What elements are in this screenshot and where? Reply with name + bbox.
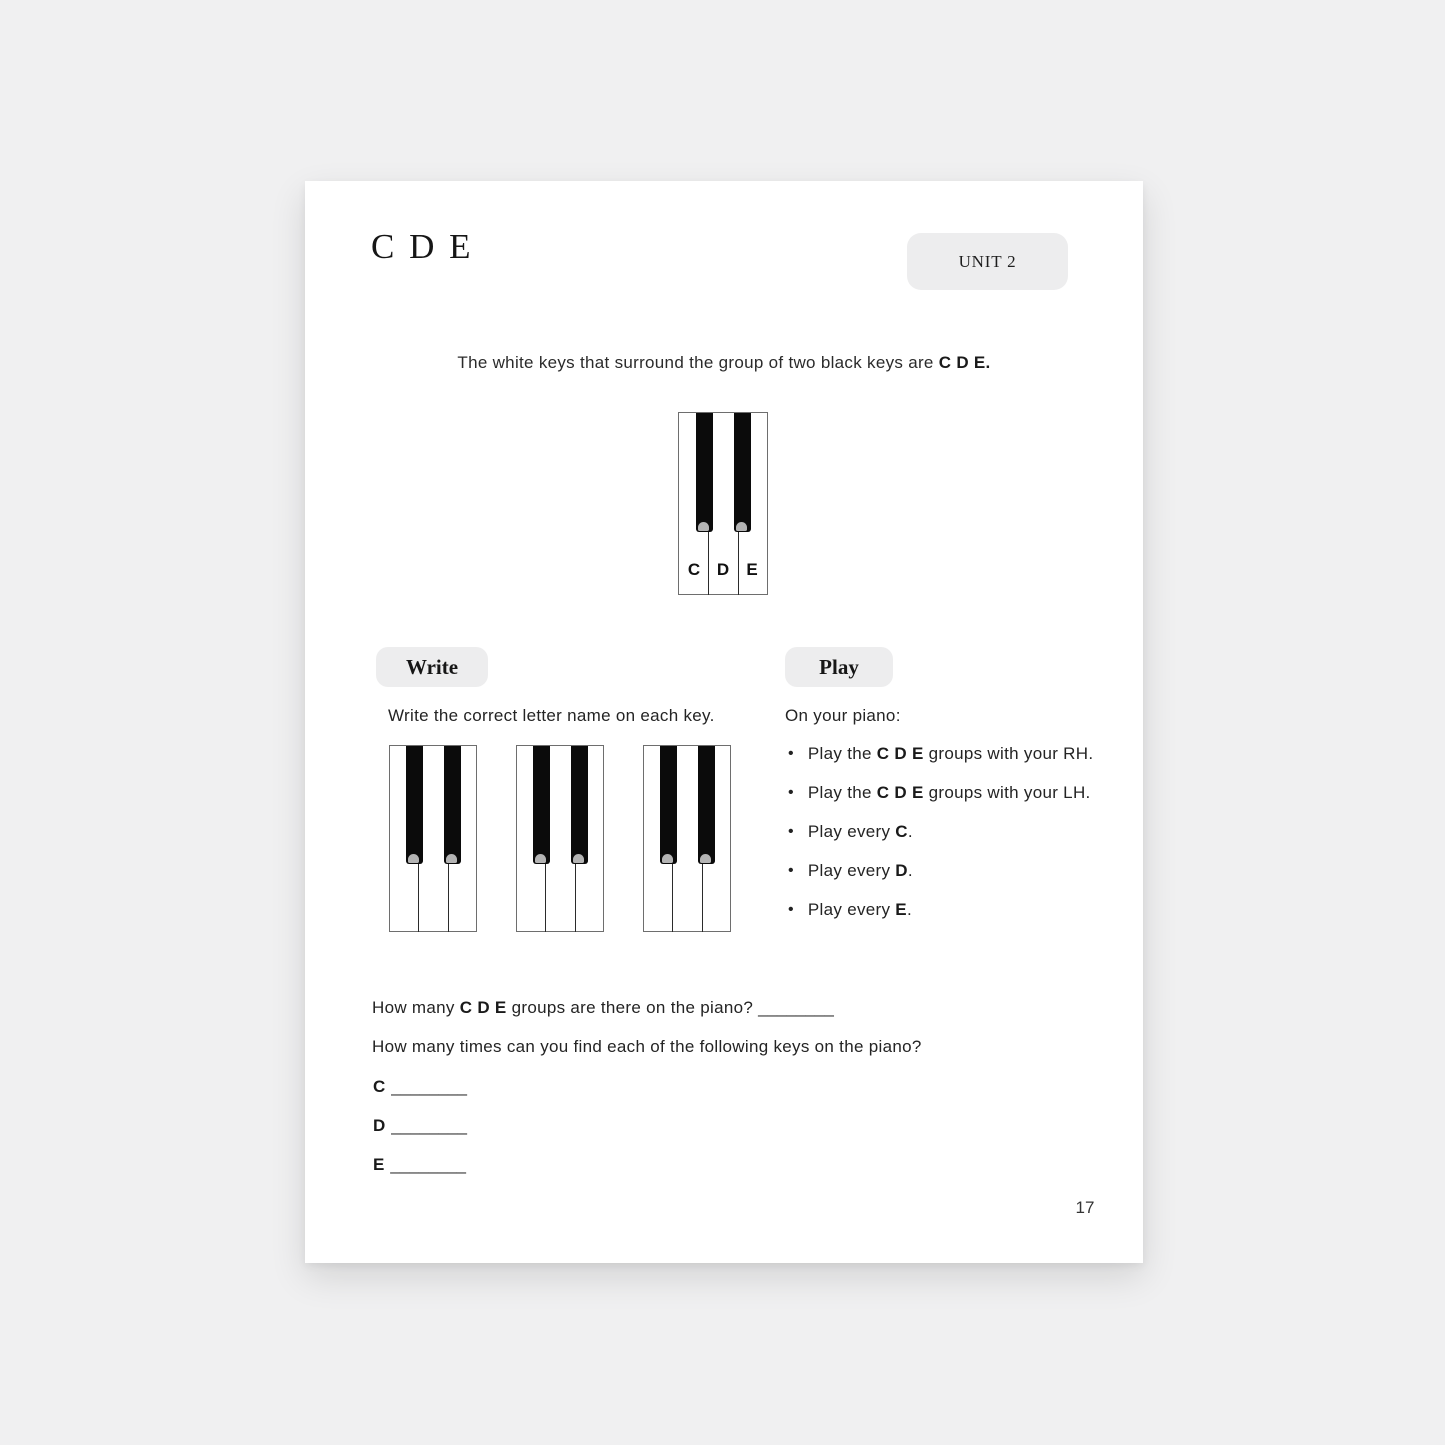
white-key-divider — [702, 864, 703, 932]
page-number: 17 — [1075, 1198, 1095, 1217]
answer-list — [373, 1076, 467, 1176]
key-label-c: C — [687, 560, 701, 579]
black-key-icon — [660, 746, 677, 864]
play-bullet — [788, 743, 1093, 765]
bullet-text: groups with your LH. — [923, 783, 1091, 802]
intro-text — [305, 352, 1143, 374]
bullet-bold: C D E — [876, 783, 924, 802]
black-key-icon — [406, 746, 423, 864]
cde-keyboard-diagram — [678, 412, 768, 595]
bullet-text: Play the — [807, 744, 877, 763]
answer-blank: ________ — [391, 1116, 467, 1135]
bullet-bold: E — [895, 900, 907, 919]
question-key-count: How many times can you find each of the following keys on the piano? — [372, 1037, 922, 1056]
answer-row-e — [373, 1154, 467, 1176]
bullet-text: Play every — [807, 822, 896, 841]
question-text: How many — [372, 998, 460, 1017]
key-label-d: D — [716, 560, 730, 579]
black-key-icon — [533, 746, 550, 864]
bullet-bold: C D E — [876, 744, 924, 763]
bullet-text: . — [906, 900, 912, 919]
white-key-divider — [545, 864, 546, 932]
black-key-icon — [734, 413, 751, 532]
practice-keyboard-2 — [516, 745, 604, 932]
answer-row-d — [373, 1115, 467, 1137]
bullet-text: Play the — [807, 783, 877, 802]
bullet-text: Play every — [807, 900, 896, 919]
play-bullet — [788, 899, 1093, 921]
write-badge-label: Write — [405, 654, 459, 679]
question-text: groups are there on the piano? — [506, 998, 759, 1017]
page-title: C D E — [371, 227, 474, 266]
write-badge — [376, 647, 488, 687]
answer-label: C — [373, 1077, 386, 1096]
answer-row-c — [373, 1076, 467, 1098]
black-key-icon — [698, 746, 715, 864]
question-groups-count — [372, 997, 834, 1019]
intro-text-bold: C D E. — [938, 353, 991, 372]
unit-badge — [907, 233, 1068, 290]
bullet-text: Play every — [807, 861, 896, 880]
unit-badge-label: UNIT 2 — [958, 251, 1017, 271]
bullet-bold: C — [895, 822, 908, 841]
bullet-text: . — [907, 861, 913, 880]
question-bold: C D E — [459, 998, 507, 1017]
bullet-bold: D — [895, 861, 908, 880]
bullet-text: groups with your RH. — [923, 744, 1094, 763]
answer-blank: ________ — [390, 1155, 466, 1174]
play-bullet-list — [788, 743, 1093, 921]
white-key-divider — [575, 864, 576, 932]
write-instruction: Write the correct letter name on each key. — [388, 706, 715, 725]
play-bullet — [788, 821, 1093, 843]
answer-label: D — [373, 1116, 386, 1135]
answer-blank: ________ — [758, 998, 834, 1017]
answer-blank: ________ — [391, 1077, 467, 1096]
play-bullet — [788, 782, 1093, 804]
play-bullet — [788, 860, 1093, 882]
practice-keyboard-1 — [389, 745, 477, 932]
play-badge — [785, 647, 893, 687]
black-key-icon — [571, 746, 588, 864]
intro-text-pre: The white keys that surround the group of two black keys are — [457, 353, 939, 372]
play-heading: On your piano: — [785, 706, 901, 725]
white-key-divider — [672, 864, 673, 932]
bullet-text: . — [907, 822, 913, 841]
white-key-divider — [418, 864, 419, 932]
key-label-e: E — [746, 560, 758, 579]
white-key-divider — [448, 864, 449, 932]
answer-label: E — [373, 1155, 385, 1174]
practice-keyboard-3 — [643, 745, 731, 932]
workbook-page — [305, 181, 1143, 1263]
black-key-icon — [696, 413, 713, 532]
black-key-icon — [444, 746, 461, 864]
play-badge-label: Play — [819, 654, 859, 679]
